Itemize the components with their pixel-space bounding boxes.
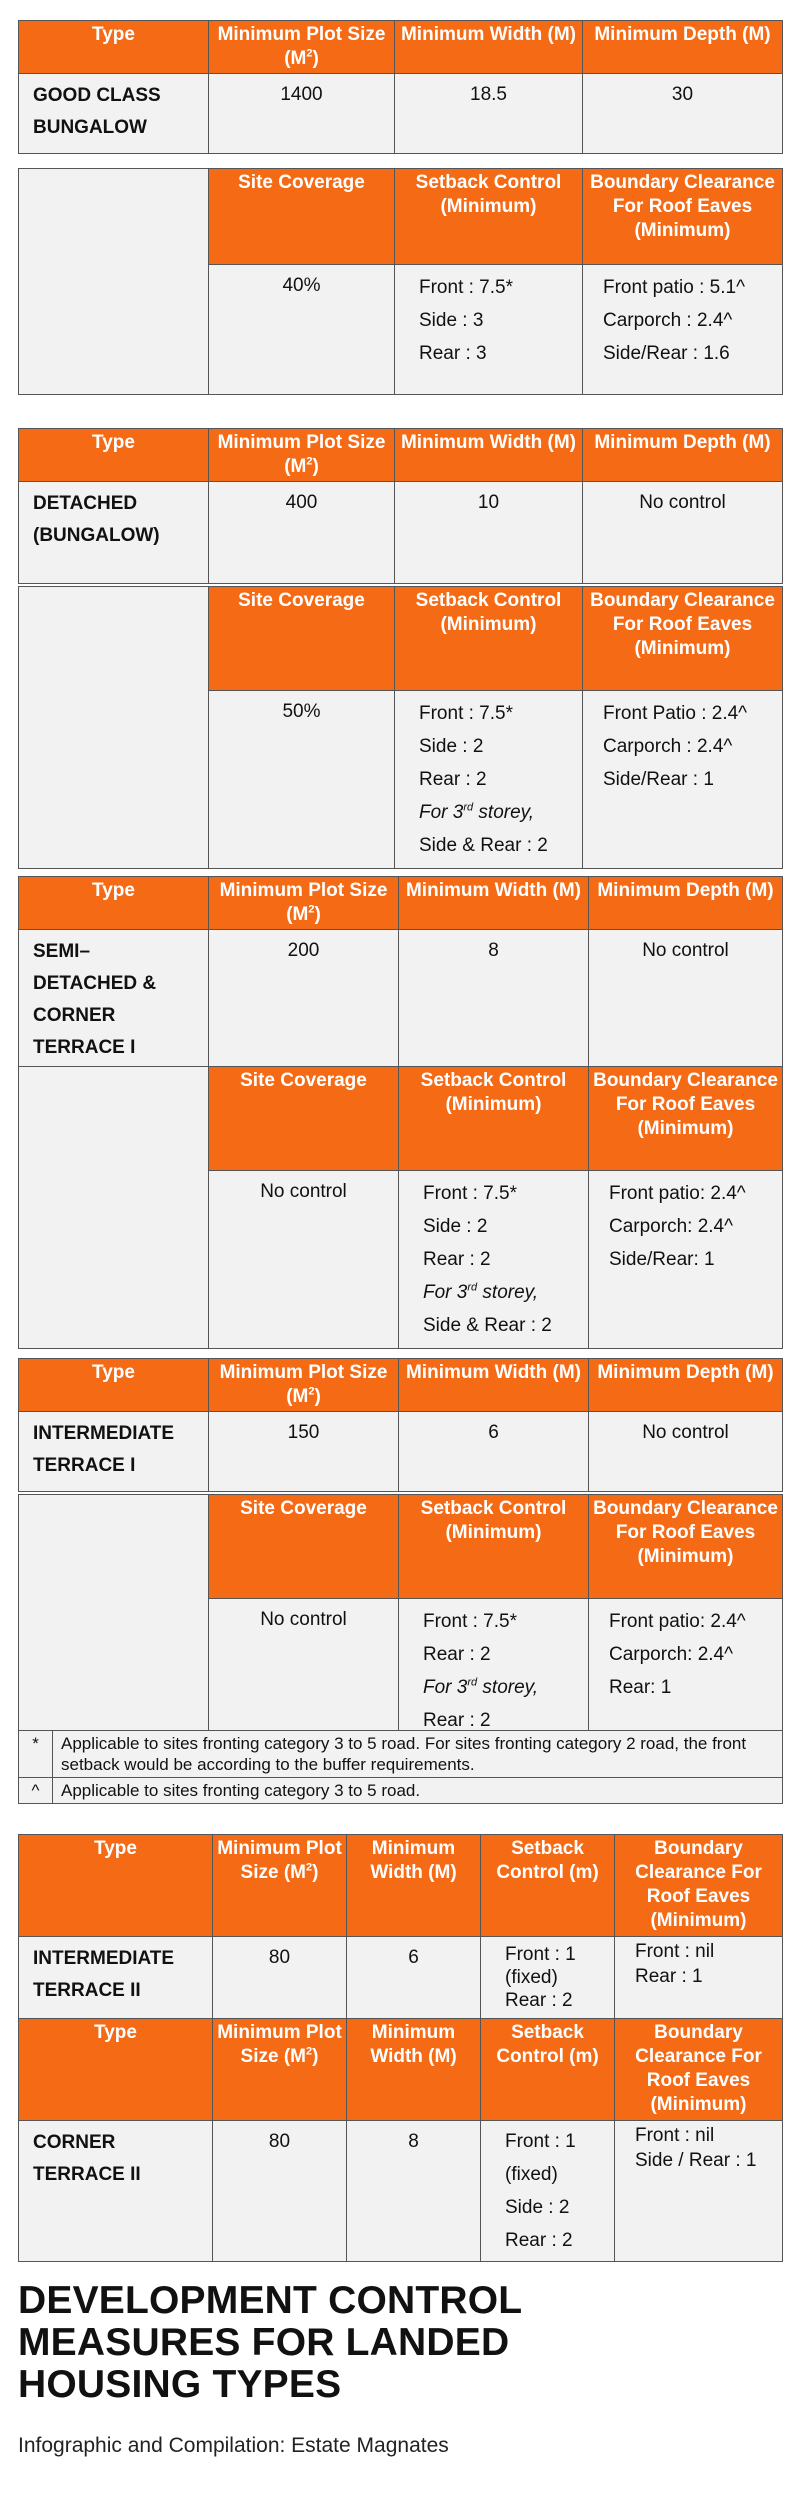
type-line: SEMI– [33, 941, 91, 962]
header-plot-size: Minimum Plot Size $(M^2)$ [209, 21, 395, 74]
header-depth: Minimum Depth (M) [589, 1359, 783, 1412]
header-type: Type [19, 1835, 213, 1937]
header-type: Type [19, 429, 209, 482]
header-plot-size: Minimum Plot Size $(M^2)$ [209, 1359, 399, 1412]
type-line: INTERMEDIATE [33, 1423, 175, 1444]
title-line: DEVELOPMENT CONTROL [18, 2279, 523, 2322]
setback-line: (fixed) [505, 2164, 558, 2185]
plot-size-value: 1400 [209, 74, 395, 154]
setback-values [481, 1937, 615, 2019]
clearance-line: Carporch: 2.4^ [609, 1216, 734, 1237]
clearance-values [615, 1937, 783, 2019]
type-line: GOOD CLASS [33, 85, 161, 106]
header-depth: Minimum Depth (M) [583, 21, 783, 74]
header-width: Minimum Width (M) [399, 877, 589, 930]
intermediate-1-sub-table [18, 1494, 783, 1744]
plot-size-value: 400 [209, 482, 395, 584]
type-cell [19, 1937, 213, 2019]
header-setback: Setback Control (Minimum) [395, 169, 583, 265]
header-site-coverage: Site Coverage [209, 1067, 399, 1171]
setback-line: Rear : 2 [505, 1990, 573, 2011]
good-class-sub-table [18, 168, 783, 395]
header-clearance: Boundary Clearance For Roof Eaves (Minimum) [615, 2019, 783, 2121]
width-value: 8 [347, 2121, 481, 2262]
clearance-line: Carporch : 2.4^ [603, 736, 733, 757]
type-cell [19, 2121, 213, 2262]
type-line: TERRACE I [33, 1037, 136, 1058]
clearance-line: Front Patio : 2.4^ [603, 703, 748, 724]
setback-values [481, 2121, 615, 2262]
width-value: 18.5 [395, 74, 583, 154]
good-class-main-table [18, 20, 783, 154]
setback-line: Side : 3 [419, 310, 484, 331]
detached-sub-table [18, 586, 783, 869]
title-line: HOUSING TYPES [18, 2363, 342, 2406]
header-setback: Setback Control (Minimum) [395, 587, 583, 691]
header-clearance: Boundary Clearance For Roof Eaves (Minimum) [583, 587, 783, 691]
intermediate-1-main-table [18, 1358, 783, 1492]
depth-value: No control [589, 930, 783, 1071]
setback-line: For 3rd storey, [423, 1281, 539, 1303]
clearance-line: Front : nil [635, 2125, 715, 2146]
footnotes-table [18, 1730, 783, 1804]
depth-value: No control [583, 482, 783, 584]
site-coverage-value: 40% [209, 265, 395, 395]
setback-line: Rear : 2 [419, 769, 487, 790]
width-value: 10 [395, 482, 583, 584]
clearance-line: Front patio : 5.1^ [603, 277, 745, 298]
type-cell [19, 1412, 209, 1492]
setback-line: Front : 1 [505, 2131, 576, 2152]
setback-line: Side & Rear : 2 [423, 1315, 552, 1336]
footnote-text: Applicable to sites fronting category 3 to 5 road. For sites fronting category 2 road, the front setback would be according to the buffer requirements. [53, 1731, 783, 1778]
type-line: TERRACE I [33, 1455, 136, 1476]
blank-cell [19, 169, 209, 395]
type-cell [19, 74, 209, 154]
setback-line: Front : 1 [505, 1944, 576, 1965]
footnote-symbol: * [19, 1731, 53, 1778]
footnote-symbol: ^ [19, 1778, 53, 1804]
type-cell [19, 930, 209, 1071]
plot-size-value: 80 [213, 1937, 347, 2019]
header-width: Minimum Width (M) [395, 429, 583, 482]
width-value: 8 [399, 930, 589, 1071]
setback-line: Front : 7.5* [419, 703, 513, 724]
header-width: Minimum Width (M) [399, 1359, 589, 1412]
header-width: Minimum Width (M) [347, 2019, 481, 2121]
corner-2-table [18, 2018, 783, 2262]
semi-detached-main-table [18, 876, 783, 1071]
type-line: (BUNGALOW) [33, 525, 160, 546]
header-depth: Minimum Depth (M) [583, 429, 783, 482]
blank-cell [19, 1067, 209, 1349]
header-plot-size: Minimum Plot Size $(M^2)$ [209, 429, 395, 482]
ordinal-suffix: rd [463, 801, 474, 814]
clearance-line: Side / Rear : 1 [635, 2150, 757, 2171]
clearance-line: Front : nil [635, 1941, 715, 1962]
setback-line: Rear : 2 [505, 2230, 573, 2251]
site-coverage-value: 50% [209, 691, 395, 869]
header-type: Type [19, 2019, 213, 2121]
type-line: INTERMEDIATE [33, 1948, 175, 1969]
setback-line: Side & Rear : 2 [419, 835, 548, 856]
setback-values [395, 265, 583, 395]
type-cell [19, 482, 209, 584]
header-plot-size: Minimum Plot Size $(M^2)$ [213, 1835, 347, 1937]
page-title [18, 2280, 778, 2406]
header-depth: Minimum Depth (M) [589, 877, 783, 930]
setback-line: Side : 2 [423, 1216, 488, 1237]
clearance-values [589, 1171, 783, 1349]
clearance-line: Rear : 1 [635, 1966, 703, 1987]
site-coverage-value: No control [209, 1599, 399, 1744]
header-type: Type [19, 1359, 209, 1412]
title-line: MEASURES FOR LANDED [18, 2321, 510, 2364]
header-site-coverage: Site Coverage [209, 587, 395, 691]
header-clearance: Boundary Clearance For Roof Eaves (Minimum) [583, 169, 783, 265]
plot-size-value: 80 [213, 2121, 347, 2262]
clearance-line: Carporch: 2.4^ [609, 1644, 734, 1665]
width-value: 6 [347, 1937, 481, 2019]
width-value: 6 [399, 1412, 589, 1492]
clearance-line: Front patio: 2.4^ [609, 1611, 746, 1632]
setback-line: Rear : 2 [423, 1644, 491, 1665]
setback-values [395, 691, 583, 869]
ordinal-suffix: rd [467, 1281, 478, 1294]
type-line: CORNER [33, 2132, 116, 2153]
type-line: TERRACE II [33, 2164, 141, 2185]
site-coverage-value: No control [209, 1171, 399, 1349]
type-line: CORNER [33, 1005, 116, 1026]
setback-line: Front : 7.5* [423, 1183, 517, 1204]
setback-line: Side : 2 [419, 736, 484, 757]
header-setback: Setback Control (Minimum) [399, 1495, 589, 1599]
clearance-line: Carporch : 2.4^ [603, 310, 733, 331]
header-clearance: Boundary Clearance For Roof Eaves (Minimum) [589, 1067, 783, 1171]
setback-values [399, 1599, 589, 1744]
clearance-values [589, 1599, 783, 1744]
clearance-line: Side/Rear : 1 [603, 769, 714, 790]
setback-line: Front : 7.5* [419, 277, 513, 298]
header-site-coverage: Site Coverage [209, 1495, 399, 1599]
header-clearance: Boundary Clearance For Roof Eaves (Minimum) [589, 1495, 783, 1599]
clearance-line: Front patio: 2.4^ [609, 1183, 746, 1204]
plot-size-value: 150 [209, 1412, 399, 1492]
clearance-values [583, 691, 783, 869]
setback-line: For 3rd storey, [419, 801, 535, 823]
setback-line: For 3rd storey, [423, 1676, 539, 1698]
ordinal-suffix: rd [467, 1676, 478, 1689]
setback-line: Side : 2 [505, 2197, 570, 2218]
setback-values [399, 1171, 589, 1349]
blank-cell [19, 587, 209, 869]
detached-main-table [18, 428, 783, 584]
clearance-values [583, 265, 783, 395]
credit-text: Infographic and Compilation: Estate Magnates [18, 2434, 449, 2457]
header-setback: Setback Control (m) [481, 2019, 615, 2121]
footnote-text: Applicable to sites fronting category 3 to 5 road. [53, 1778, 783, 1804]
header-plot-size: Minimum Plot Size $(M^2)$ [213, 2019, 347, 2121]
header-clearance: Boundary Clearance For Roof Eaves (Minimum) [615, 1835, 783, 1937]
type-line: BUNGALOW [33, 117, 147, 138]
setback-line: Front : 7.5* [423, 1611, 517, 1632]
setback-line: Rear : 2 [423, 1249, 491, 1270]
clearance-line: Side/Rear: 1 [609, 1249, 715, 1270]
semi-detached-sub-table [18, 1066, 783, 1349]
clearance-line: Rear: 1 [609, 1677, 672, 1698]
header-setback: Setback Control (Minimum) [399, 1067, 589, 1171]
header-plot-size: Minimum Plot Size $(M^2)$ [209, 877, 399, 930]
header-width: Minimum Width (M) [347, 1835, 481, 1937]
setback-line: (fixed) [505, 1967, 558, 1988]
type-line: DETACHED [33, 493, 138, 514]
header-type: Type [19, 21, 209, 74]
intermediate-2-table [18, 1834, 783, 2019]
blank-cell [19, 1495, 209, 1744]
depth-value: 30 [583, 74, 783, 154]
depth-value: No control [589, 1412, 783, 1492]
header-setback: Setback Control (m) [481, 1835, 615, 1937]
plot-size-value: 200 [209, 930, 399, 1071]
header-type: Type [19, 877, 209, 930]
type-line: DETACHED & [33, 973, 157, 994]
type-line: TERRACE II [33, 1980, 141, 2001]
clearance-values [615, 2121, 783, 2262]
clearance-line: Side/Rear : 1.6 [603, 343, 730, 364]
setback-line: Rear : 2 [423, 1710, 491, 1731]
header-site-coverage: Site Coverage [209, 169, 395, 265]
setback-line: Rear : 3 [419, 343, 487, 364]
header-width: Minimum Width (M) [395, 21, 583, 74]
